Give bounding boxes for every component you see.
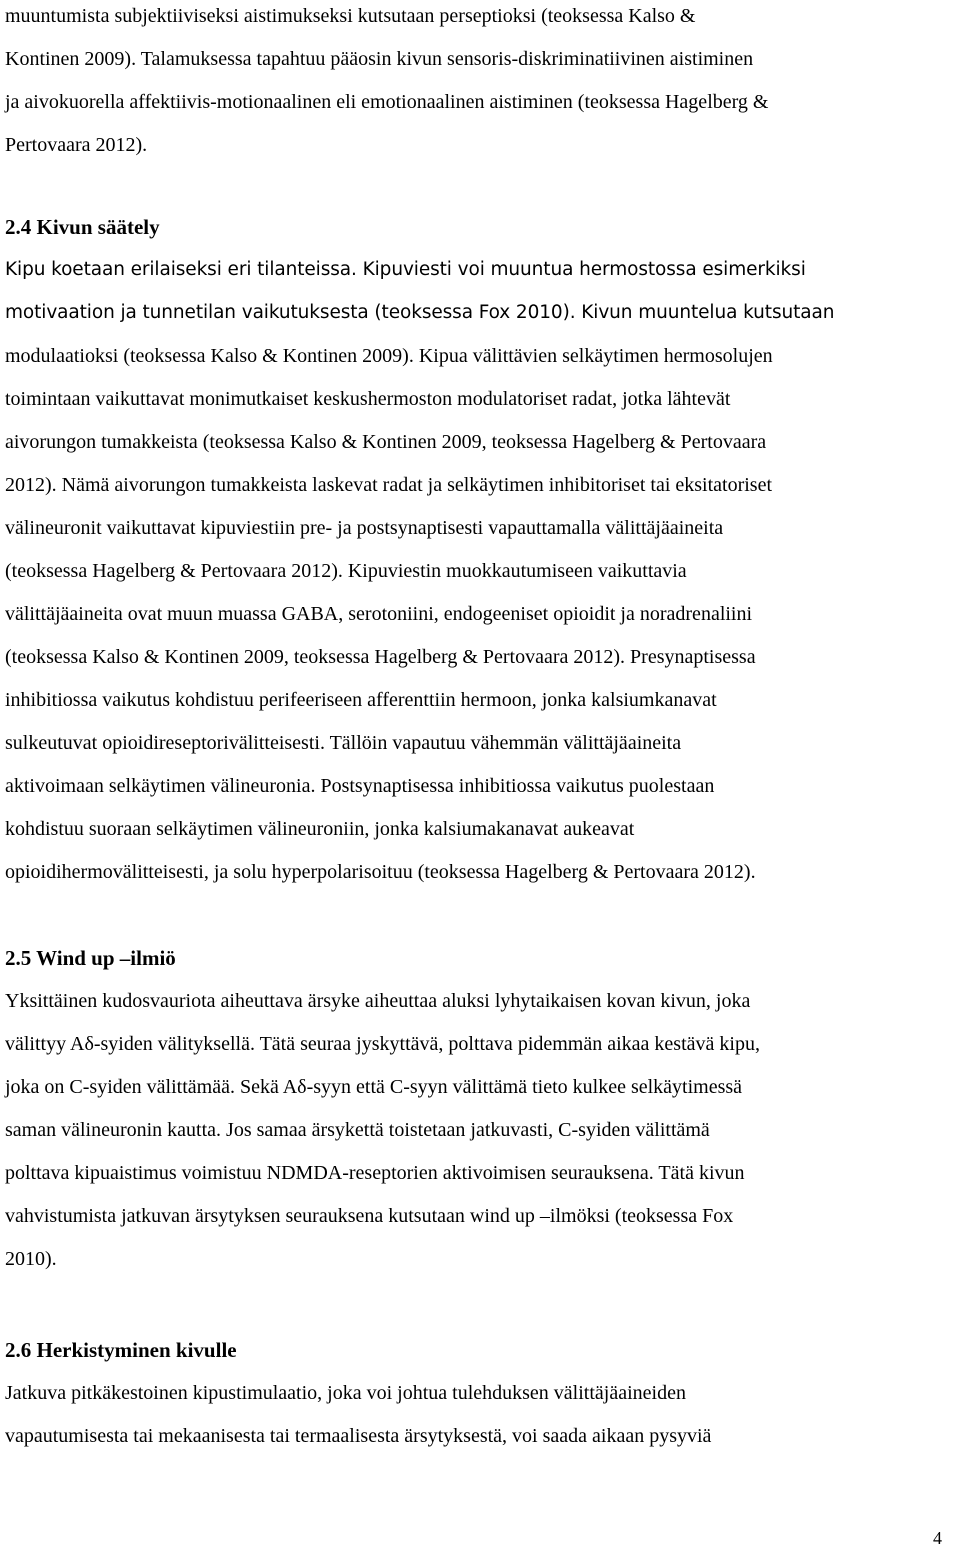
page-number: 4 <box>933 1528 942 1548</box>
intro-line-1: muuntumista subjektiiviseksi aistimukseksi kutsutaan perseptioksi (teoksessa Kalso & <box>5 5 696 27</box>
section-2-5-line-2: välittyy Aδ-syiden välityksellä. Tätä seuraa jyskyttävä, polttava pidemmän aikaa kestävä kipu, <box>5 1033 760 1055</box>
section-2-4-line-10: (teoksessa Kalso & Kontinen 2009, teoksessa Hagelberg & Pertovaara 2012). Presynaptisessa <box>5 646 756 668</box>
section-2-4-line-13: aktivoimaan selkäytimen välineuronia. Postsynaptisessa inhibitiossa vaikutus puolestaan <box>5 775 715 797</box>
intro-line-4: Pertovaara 2012). <box>5 134 148 156</box>
section-2-4-line-6: 2012). Nämä aivorungon tumakkeista laskevat radat ja selkäytimen inhibitoriset tai eksitatoriset <box>5 474 773 496</box>
section-2-5-line-7: 2010). <box>5 1248 57 1270</box>
intro-line-2: Kontinen 2009). Talamuksessa tapahtuu pääosin kivun sensoris-diskriminatiivinen aistiminen <box>5 48 754 70</box>
section-2-4-line-7: välineuronit vaikuttavat kipuviestiin pre- ja postsynaptisesti vapauttamalla välittäjäaineita <box>5 517 724 539</box>
section-heading-2-4: 2.4 Kivun säätely <box>5 215 160 239</box>
section-heading-2-5: 2.5 Wind up –ilmiö <box>5 946 176 970</box>
section-2-4-line-15: opioidihermovälitteisesti, ja solu hyperpolarisoituu (teoksessa Hagelberg & Pertovaara 2012). <box>5 861 756 883</box>
section-2-6-line-2: vapautumisesta tai mekaanisesta tai termaalisesta ärsytyksestä, voi saada aikaan pysyviä <box>5 1425 712 1447</box>
section-2-5-line-1: Yksittäinen kudosvauriota aiheuttava ärsyke aiheuttaa aluksi lyhytaikaisen kovan kivun, joka <box>5 990 751 1012</box>
section-2-6-line-1: Jatkuva pitkäkestoinen kipustimulaatio, joka voi johtua tulehduksen välittäjäaineiden <box>5 1382 686 1404</box>
section-heading-2-6: 2.6 Herkistyminen kivulle <box>5 1338 237 1362</box>
section-2-4-line-9: välittäjäaineita ovat muun muassa GABA, serotoniini, endogeeniset opioidit ja noradrenaliini <box>5 603 753 625</box>
section-2-5-line-3: joka on C-syiden välittämää. Sekä Aδ-syyn että C-syyn välittämä tieto kulkee selkäytimessä <box>5 1076 743 1098</box>
section-2-5-line-5: polttava kipuaistimus voimistuu NDMDA-reseptorien aktivoimisen seurauksena. Tätä kivun <box>5 1162 745 1184</box>
section-2-4-line-3: modulaatioksi (teoksessa Kalso & Kontinen 2009). Kipua välittävien selkäytimen hermosolujen <box>5 345 773 367</box>
section-2-4-line-14: kohdistuu suoraan selkäytimen välineuroniin, jonka kalsiumakanavat aukeavat <box>5 818 635 840</box>
section-2-4-line-11: inhibitiossa vaikutus kohdistuu perifeeriseen afferenttiin hermoon, jonka kalsiumkanavat <box>5 689 717 711</box>
section-2-4-line-1: Kipu koetaan erilaiseksi eri tilanteissa. Kipuviesti voi muuntua hermostossa esimerkiksi <box>5 259 806 280</box>
section-2-4-line-5: aivorungon tumakkeista (teoksessa Kalso & Kontinen 2009, teoksessa Hagelberg & Pertovaara <box>5 431 767 453</box>
intro-line-3: ja aivokuorella affektiivis-motionaalinen eli emotionaalinen aistiminen (teoksessa Hagelberg & <box>5 91 769 113</box>
section-2-4-line-2: motivaation ja tunnetilan vaikutuksesta (teoksessa Fox 2010). Kivun muuntelua kutsutaan <box>5 302 835 323</box>
section-2-5-line-6: vahvistumista jatkuvan ärsytyksen seurauksena kutsutaan wind up –ilmöksi (teoksessa Fox <box>5 1205 734 1227</box>
section-2-5-line-4: saman välineuronin kautta. Jos samaa ärsykettä toistetaan jatkuvasti, C-syiden välittämä <box>5 1119 710 1141</box>
section-2-4-line-4: toimintaan vaikuttavat monimutkaiset keskushermoston modulatoriset radat, jotka lähtevät <box>5 388 731 410</box>
section-2-4-line-8: (teoksessa Hagelberg & Pertovaara 2012). Kipuviestin muokkautumiseen vaikuttavia <box>5 560 687 582</box>
section-2-4-line-12: sulkeutuvat opioidireseptorivälitteisesti. Tällöin vapautuu vähemmän välittäjäaineita <box>5 732 682 754</box>
